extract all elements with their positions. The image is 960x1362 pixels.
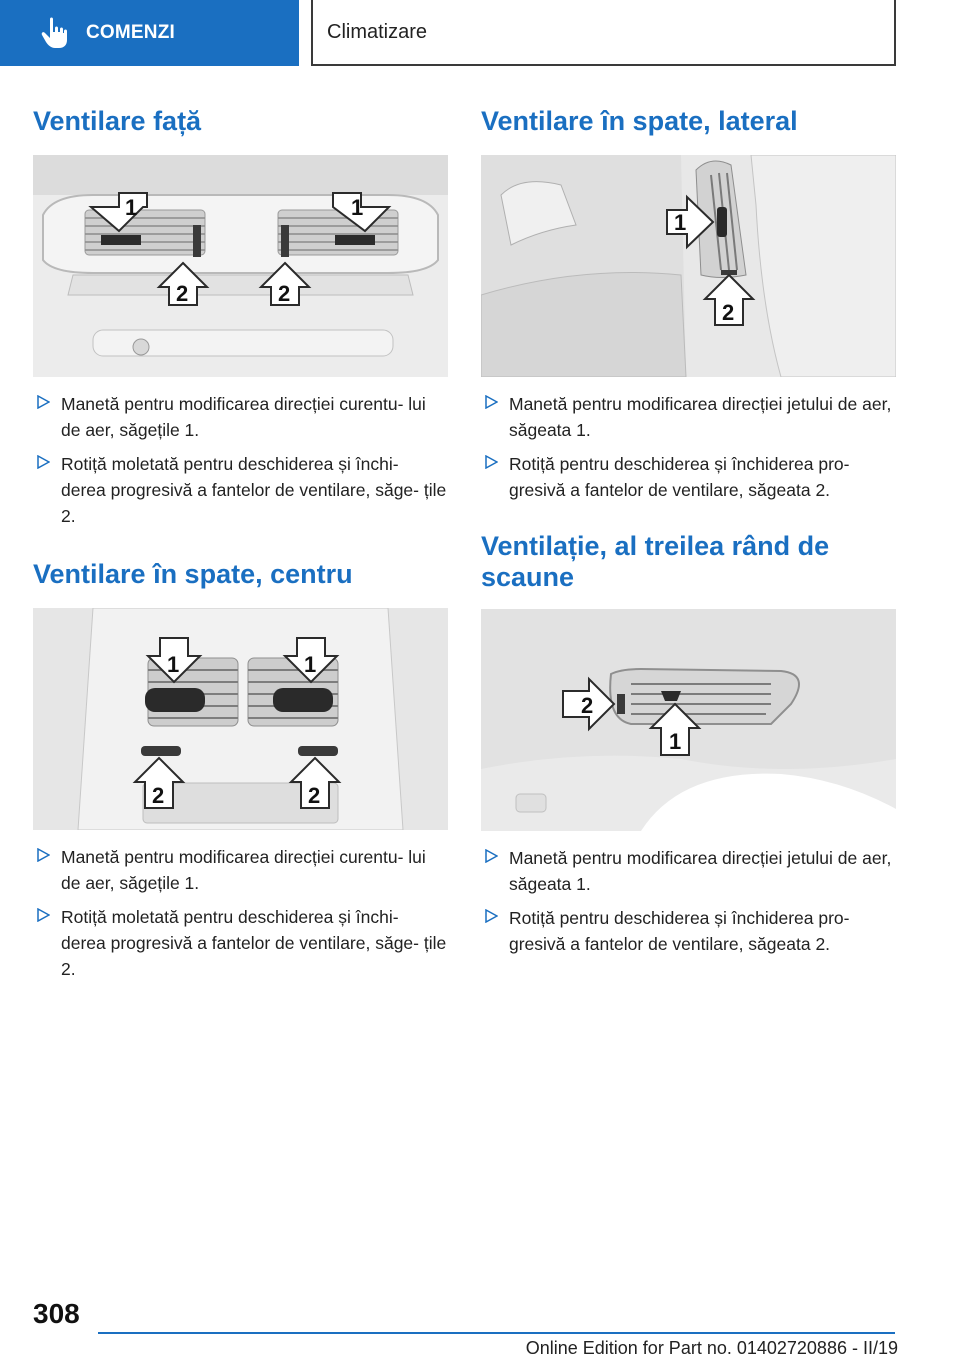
chapter-tab[interactable]	[0, 0, 299, 66]
triangle-right-icon	[484, 455, 498, 469]
triangle-right-icon	[484, 395, 498, 409]
rear-center-vents-illustration	[33, 608, 448, 830]
list-item: Rotiță moletată pentru deschiderea și închi- derea progresivă a fantelor de ventilare, săge- țile 2.	[33, 451, 448, 529]
triangle-right-icon	[484, 849, 498, 863]
figure-rear-center-vents	[33, 608, 448, 830]
arrow-label-1: 1	[669, 729, 682, 754]
bullet-list-front	[33, 391, 448, 529]
arrow-label-2: 2	[152, 783, 165, 808]
arrow-label-1: 1	[167, 652, 180, 677]
arrow-label-2: 2	[308, 783, 321, 808]
arrow-label-1: 1	[304, 652, 317, 677]
heading-rear-center: Ventilare în spate, centru	[33, 559, 353, 589]
figure-front-vents	[33, 155, 448, 377]
rear-side-vent-illustration	[481, 155, 896, 377]
arrow-label-2: 2	[581, 693, 594, 718]
arrow-label-2: 2	[278, 281, 291, 306]
footer-divider	[98, 1332, 895, 1334]
arrow-label-2: 2	[176, 281, 189, 306]
hand-pointer-icon	[36, 13, 76, 53]
list-item: Manetă pentru modificarea direcției curentu- lui de aer, săgețile 1.	[33, 391, 448, 443]
section-header	[311, 0, 896, 66]
arrow-label-1: 1	[125, 195, 138, 220]
list-item: Rotiță pentru deschiderea și închiderea pro- gresivă a fantelor de ventilare, săgeata 2.	[481, 451, 896, 503]
footer-edition: Online Edition for Part no. 01402720886 - II/19	[525, 1338, 898, 1358]
figure-rear-side-vent	[481, 155, 896, 377]
arrow-label-2: 2	[722, 300, 735, 325]
right-column	[481, 100, 896, 965]
triangle-right-icon	[36, 908, 50, 922]
list-item: Manetă pentru modificarea direcției curentu- lui de aer, săgețile 1.	[33, 844, 448, 896]
bullet-list-rear-center	[33, 844, 448, 982]
bullet-list-third-row	[481, 845, 896, 957]
chapter-tab-label: COMENZI	[86, 22, 176, 43]
heading-front: Ventilare față	[33, 106, 202, 136]
section-title: Climatizare	[327, 20, 428, 43]
page-number: 308	[33, 1298, 80, 1329]
front-vents-illustration	[33, 155, 448, 377]
heading-third-row: Ventilație, al treilea rând de scaune	[481, 531, 830, 592]
heading-rear-side: Ventilare în spate, lateral	[481, 106, 798, 136]
triangle-right-icon	[36, 455, 50, 469]
bullet-list-rear-side	[481, 391, 896, 503]
list-item: Rotiță moletată pentru deschiderea și închi- derea progresivă a fantelor de ventilare, săge- țile 2.	[33, 904, 448, 982]
left-column	[33, 100, 448, 990]
triangle-right-icon	[36, 848, 50, 862]
triangle-right-icon	[36, 395, 50, 409]
figure-third-row-vent	[481, 609, 896, 831]
list-item: Manetă pentru modificarea direcției jetului de aer, săgeata 1.	[481, 391, 896, 443]
arrow-label-1: 1	[351, 195, 364, 220]
list-item: Rotiță pentru deschiderea și închiderea pro- gresivă a fantelor de ventilare, săgeata 2.	[481, 905, 896, 957]
list-item: Manetă pentru modificarea direcției jetului de aer, săgeata 1.	[481, 845, 896, 897]
arrow-label-1: 1	[674, 210, 687, 235]
triangle-right-icon	[484, 909, 498, 923]
third-row-vent-illustration	[481, 609, 896, 831]
